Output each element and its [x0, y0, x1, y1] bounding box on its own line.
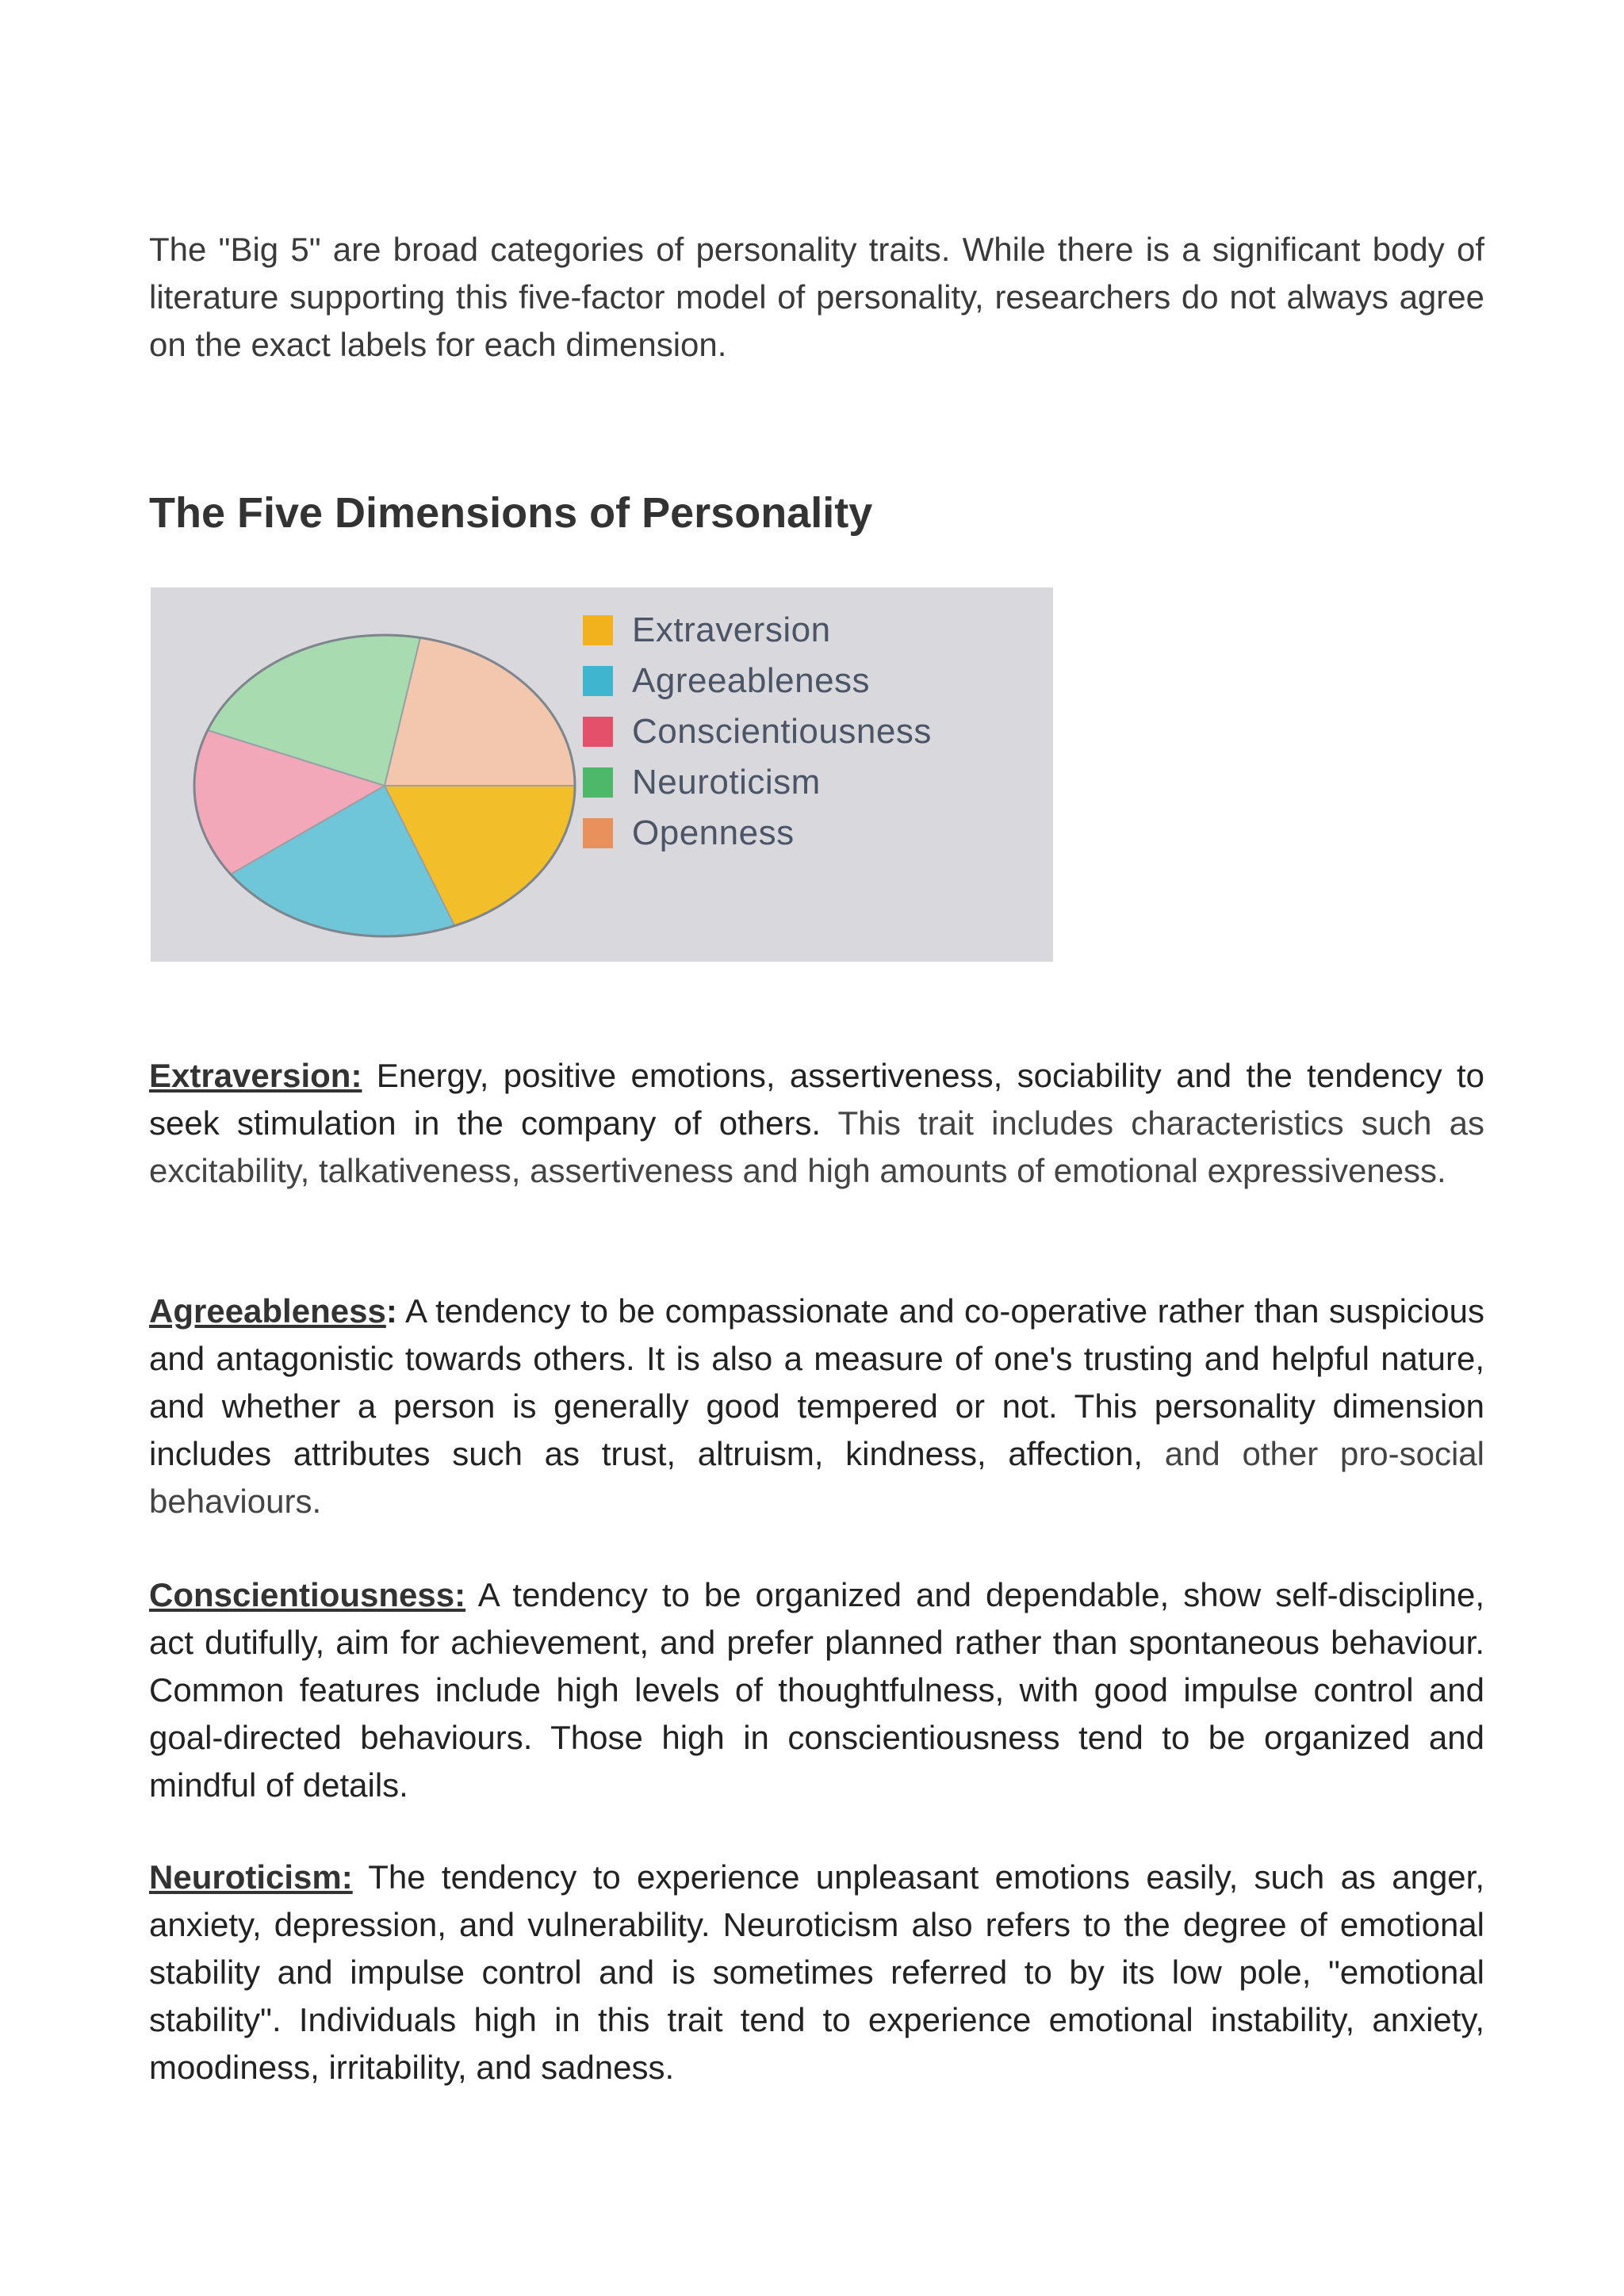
legend-label-extraversion: Extraversion [632, 610, 831, 649]
legend-label-agreeableness: Agreeableness [632, 661, 871, 700]
agreeableness-body: A tendency to be compassionate and co-operative rather than suspicious and antagonistic towards others. It is also a measure of one's trusting and helpful nature, and whether a person is generally good tempered or not. This personality dimension includes attributes such as trust, altruism, kindness, affection, [149, 1292, 1484, 1472]
legend-item-extraversion [583, 605, 932, 656]
agreeableness-paragraph [149, 1288, 1484, 1525]
extraversion-body: Energy, positive emotions, assertiveness, sociability and the tendency to seek stimulation in the company of others. [149, 1057, 1484, 1142]
section-title: The Five Dimensions of Personality [149, 489, 873, 537]
legend-item-agreeableness [583, 656, 932, 706]
agreeableness-colon: : [385, 1292, 397, 1330]
legend-item-neuroticism [583, 757, 932, 808]
legend-swatch-extraversion [583, 615, 613, 645]
conscientiousness-term: Conscientiousness: [149, 1576, 466, 1613]
big-five-pie-figure [151, 587, 1053, 962]
legend-swatch-openness [583, 818, 613, 848]
legend-label-neuroticism: Neuroticism [632, 763, 821, 802]
neuroticism-term: Neuroticism: [149, 1858, 353, 1896]
pie-legend [583, 605, 932, 859]
legend-swatch-conscientiousness [583, 717, 613, 747]
legend-swatch-neuroticism [583, 767, 613, 798]
agreeableness-term: Agreeableness [149, 1292, 386, 1330]
agreeableness-extra: and other pro-social behaviours. [149, 1435, 1484, 1520]
extraversion-extra: This trait includes characteristics such as excitability, talkativeness, assertiveness and high amounts of emotional expressiveness. [149, 1104, 1484, 1189]
legend-label-conscientiousness: Conscientiousness [632, 712, 932, 751]
legend-item-openness [583, 808, 932, 859]
conscientiousness-paragraph [149, 1571, 1484, 1809]
legend-label-openness: Openness [632, 813, 795, 852]
neuroticism-paragraph [149, 1854, 1484, 2091]
legend-swatch-agreeableness [583, 666, 613, 696]
neuroticism-body: The tendency to experience unpleasant emotions easily, such as anger, anxiety, depression, and vulnerability. Neuroticism also refers to the degree of emotional stability and impulse control and is sometimes referred to by its low pole, "emotional stability". Individuals high in this trait tend to experience emotional instability, anxiety, moodiness, irritability, and sadness. [149, 1858, 1484, 2086]
extraversion-term: Extraversion: [149, 1057, 362, 1094]
conscientiousness-body: A tendency to be organized and dependable, show self-discipline, act dutifully, aim for achievement, and prefer planned rather than spontaneous behaviour. Common features include high levels of thoughtfulness, with good impulse control and goal-directed behaviours. Those high in conscientiousness tend to be organized and mindful of details. [149, 1576, 1484, 1804]
extraversion-paragraph [149, 1052, 1484, 1195]
intro-paragraph: The "Big 5" are broad categories of personality traits. While there is a significant body of literature supporting this five-factor model of personality, researchers do not always agree on the exact labels for each dimension. [149, 231, 1484, 363]
legend-item-conscientiousness [583, 706, 932, 757]
